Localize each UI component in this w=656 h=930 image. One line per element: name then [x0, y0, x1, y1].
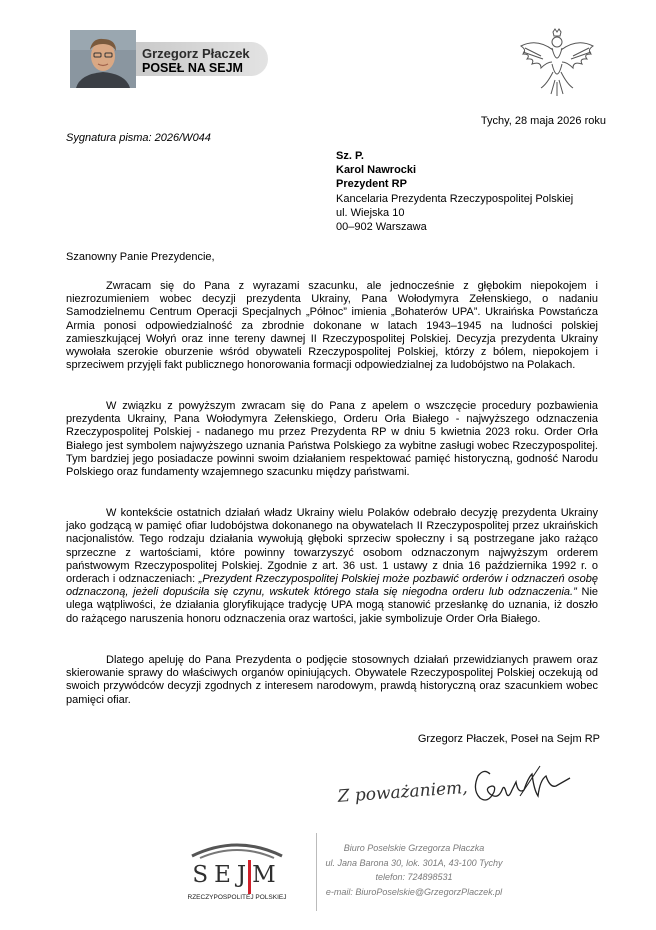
addressee-office: Kancelaria Prezydenta Rzeczypospolitej Polskiej	[336, 192, 574, 205]
paragraph-4	[66, 654, 598, 707]
office-name: Biuro Poselskie Grzegorza Płaczka	[343, 843, 485, 853]
paragraph-3	[66, 507, 598, 626]
addressee-name: Karol Nawrocki	[336, 164, 417, 177]
paragraph-1-text: Zwracam się do Pana z wyrazami szacunku, ale jednocześnie z głębokim niepokojem i niezrozumieniem wobec decyzji prezydenta Ukrainy, Pana Wołodymyra Zełenskiego, o nadaniu Samodzielnemu Centrum Operacji Specjalnych „Północ” imienia „Bohaterów UPA”. Ukraińska Powstańcza Armia ponosi odpowiedzialność za zbrodnie dokonane w latach 1943–1945 na ludności polskiej zamieszkującej Wołyń oraz inne tereny dawnej II Rzeczypospolitej Polskiej. Decyzja prezydenta Ukrainy wywołała szerokie oburzenie wśród obywateli Rzeczypospolitej Polskiej, którzy z bólem, niepokojem i sprzeciwem przyjęli fakt publicznego honorowania formacji odpowiedzialnej za ludobójstwo na Polakach.	[66, 280, 598, 372]
paragraph-2	[66, 400, 598, 479]
sejm-logo-subtext: RZECZYPOSPOLITEJ POLSKIEJ	[187, 894, 287, 901]
signature-name: Grzegorz Płaczek, Poseł na Sejm RP	[417, 733, 600, 745]
addressee-street: ul. Wiejska 10	[336, 206, 405, 219]
addressee-city: 00–902 Warszawa	[336, 221, 427, 234]
office-address: ul. Jana Barona 30, lok. 301A, 43-100 Tychy	[325, 857, 503, 868]
office-phone: telefon: 724898531	[375, 872, 453, 883]
office-contact	[316, 841, 512, 899]
sejm-logo-text: SEJM	[192, 862, 282, 888]
paragraph-3-text-before: W kontekście ostatnich działań władz Ukrainy wielu Polaków odebrało decyzję prezydenta Ukrainy jako godzącą w pamięć ofiar ludobójstwa dokonanego na obywatelach II Rzeczypospolitej przez ukraińskich nacjonalistów. Tego rodzaju działania wywołują głęboki sprzeciw społeczny i są postrzegane jako rażąco sprzeczne z wartościami, które powinny towarzyszyć osobom odznaczonym najwyższym orderem państwowym Rzeczypospolitej Polskiej. Zgodnie z art. 36 ust. 1 ustawy z dnia 16 października 1992 r. o orderach i odznaczeniach:	[66, 507, 598, 586]
handwritten-signature	[334, 760, 584, 818]
paragraph-3-text-after: Nie ulega wątpliwości, że działania gloryfikujące tradycję UPA mogą stanowić przesłankę do uznania, iż doszło do rażącego naruszenia honoru odznaczenia oraz wartości, jakie symbolizuje Order Orła Białego.	[66, 586, 599, 625]
header-name: Grzegorz Płaczek	[142, 46, 250, 61]
paragraph-2-text: W związku z powyższym zwracam się do Pana z apelem o wszczęcie procedury pozbawienia prezydenta Ukrainy, Pana Wołodymyra Zełenskiego, Orderu Orła Białego - najwyższego odznaczenia Rzeczypospolitej Polskiej - nadanego mu przez Prezydenta RP w dniu 5 kwietnia 2023 roku. Order Orła Białego jest symbolem najwyższego uznania Państwa Polskiego za wybitne zasługi wobec Rzeczypospolitej. Tym bardziej jego posiadacze powinni swoim działaniem respektować pamięć historyczną, godność Narodu Polskiego oraz fundamenty wzajemnego szacunku między państwami.	[66, 400, 598, 479]
portrait-photo	[70, 30, 136, 88]
addressee-block	[336, 149, 573, 234]
handwritten-note: Z poważaniem,	[337, 777, 469, 807]
paragraph-4-text: Dlatego apeluję do Pana Prezydenta o podjęcie stosownych działań przewidzianych prawem oraz skierowanie sprawy do właściwych organów opiniujących. Obywatele Rzeczypospolitej Polskiej oczekują od swoich przywódców decyzji zgodnych z interesem narodowym, prawdą historyczną oraz szacunkiem wobec pamięci ofiar.	[66, 654, 598, 706]
paragraph-1	[66, 280, 598, 372]
paragraph-3-quote: „Prezydent Rzeczypospolitej Polskiej może pozbawić orderów i odznaczeń osobę odznaczoną, jeżeli dopuściła się czynu, wskutek którego stała się niegodna orderu lub odznaczenia.”	[66, 573, 599, 599]
addressee-title: Prezydent RP	[336, 178, 407, 191]
addressee-salutation: Sz. P.	[336, 150, 364, 162]
salutation: Szanowny Panie Prezydencie,	[66, 251, 215, 263]
reference-number: Sygnatura pisma: 2026/W044	[66, 132, 211, 144]
header-role: POSEŁ NA SEJM	[142, 61, 243, 75]
place-date: Tychy, 28 maja 2026 roku	[480, 115, 606, 127]
polish-eagle-emblem	[517, 28, 597, 98]
office-email: e-mail: BiuroPoselskie@GrzegorzPlaczek.pl	[325, 886, 503, 897]
